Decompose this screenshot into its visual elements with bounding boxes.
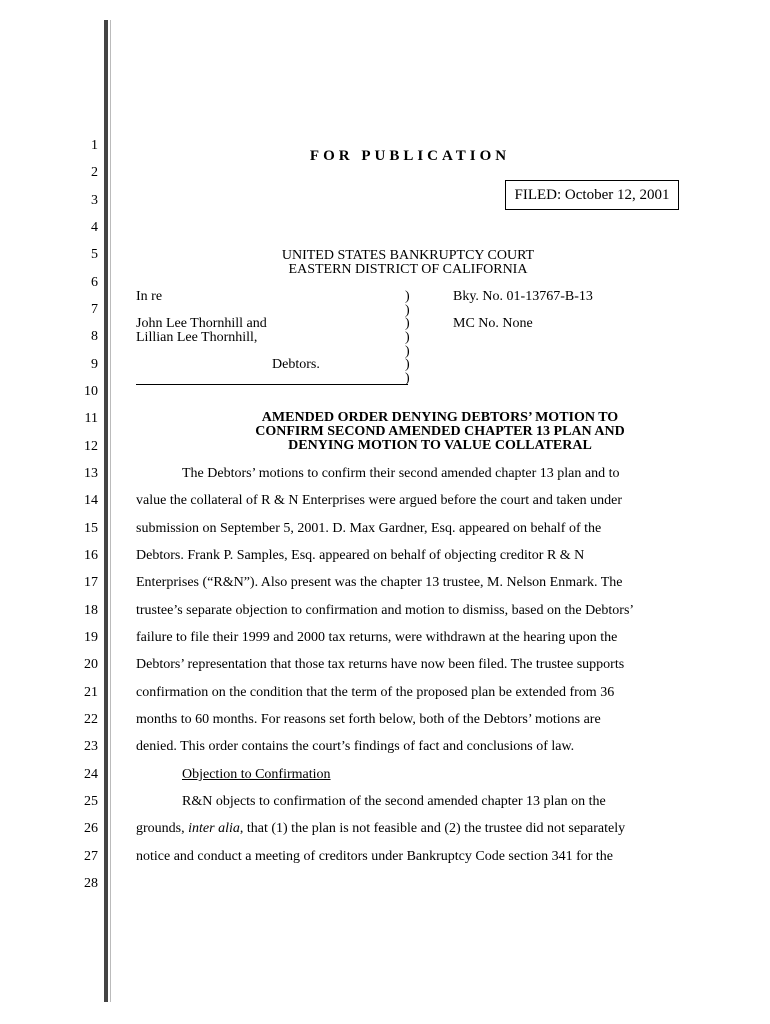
- italic-term: inter alia: [188, 821, 240, 836]
- line-number: 6: [91, 275, 98, 290]
- body-text: , that (1) the plan is not feasible and (2) the trustee did not separately: [239, 821, 626, 836]
- caption-paren: ): [405, 371, 410, 386]
- caption-paren: ): [405, 303, 410, 318]
- body-line: Debtors. Frank P. Samples, Esq. appeared on behalf of objecting creditor R & N: [136, 548, 585, 563]
- line-number: 5: [91, 247, 98, 262]
- line-number: 25: [84, 794, 98, 809]
- line-number: 3: [91, 193, 98, 208]
- line-number: 26: [84, 821, 98, 836]
- caption-paren: ): [405, 330, 410, 345]
- line-number: 7: [91, 302, 98, 317]
- line-number: 19: [84, 630, 98, 645]
- body-line: Enterprises (“R&N”). Also present was the chapter 13 trustee, M. Nelson Enmark. The: [136, 575, 623, 590]
- line-number: 24: [84, 767, 98, 782]
- line-number: 9: [91, 357, 98, 372]
- body-line: trustee’s separate objection to confirmation and motion to dismiss, based on the Debtors’: [136, 603, 635, 618]
- caption-in-re: In re: [136, 289, 163, 304]
- court-name: UNITED STATES BANKRUPTCY COURT: [281, 248, 535, 263]
- line-number: 28: [84, 876, 98, 891]
- body-line: The Debtors’ motions to confirm their second amended chapter 13 plan and to: [182, 466, 620, 481]
- caption-debtors-label: Debtors.: [272, 357, 320, 372]
- body-line: confirmation on the condition that the term of the proposed plan be extended from 36: [136, 685, 615, 700]
- caption-paren: ): [405, 357, 410, 372]
- bankruptcy-case-number: Bky. No. 01-13767-B-13: [453, 289, 593, 304]
- left-margin-rule: [104, 20, 108, 1002]
- filed-date-box: FILED: October 12, 2001: [505, 180, 679, 210]
- line-number: 13: [84, 466, 98, 481]
- caption-debtor-2: Lillian Lee Thornhill,: [136, 330, 258, 345]
- line-number: 1: [91, 138, 98, 153]
- line-number: 22: [84, 712, 98, 727]
- body-line: Debtors’ representation that those tax returns have now been filed. The trustee supports: [136, 657, 625, 672]
- line-number: 21: [84, 685, 98, 700]
- line-number: 11: [84, 411, 98, 426]
- line-number: 4: [91, 220, 98, 235]
- left-margin-rule-inner: [110, 20, 111, 1002]
- order-title-line-1: AMENDED ORDER DENYING DEBTORS’ MOTION TO: [261, 410, 619, 425]
- caption-underline: [136, 384, 408, 385]
- line-number: 2: [91, 165, 98, 180]
- body-line: denied. This order contains the court’s findings of fact and conclusions of law.: [136, 739, 575, 754]
- line-number: 12: [84, 439, 98, 454]
- line-number: 23: [84, 739, 98, 754]
- line-number: 20: [84, 657, 98, 672]
- body-line: submission on September 5, 2001. D. Max Gardner, Esq. appeared on behalf of the: [136, 521, 602, 536]
- line-number: 8: [91, 329, 98, 344]
- body-line: notice and conduct a meeting of creditors under Bankruptcy Code section 341 for the: [136, 849, 614, 864]
- caption-paren: ): [405, 316, 410, 331]
- line-number: 16: [84, 548, 98, 563]
- body-text: grounds,: [136, 821, 189, 836]
- line-number: 27: [84, 849, 98, 864]
- caption-paren: ): [405, 344, 410, 359]
- section-heading-objection: Objection to Confirmation: [182, 767, 331, 782]
- body-line: value the collateral of R & N Enterprises were argued before the court and taken under: [136, 493, 623, 508]
- body-line: R&N objects to confirmation of the second amended chapter 13 plan on the: [182, 794, 606, 809]
- order-title-line-3: DENYING MOTION TO VALUE COLLATERAL: [288, 438, 592, 453]
- body-line: months to 60 months. For reasons set forth below, both of the Debtors’ motions are: [136, 712, 601, 727]
- caption-paren: ): [405, 289, 410, 304]
- mc-number: MC No. None: [453, 316, 533, 331]
- for-publication-heading: FOR PUBLICATION: [309, 148, 511, 164]
- line-number: 10: [84, 384, 98, 399]
- line-number: 18: [84, 603, 98, 618]
- line-number: 14: [84, 493, 98, 508]
- body-line: failure to file their 1999 and 2000 tax returns, were withdrawn at the hearing upon the: [136, 630, 618, 645]
- court-district: EASTERN DISTRICT OF CALIFORNIA: [288, 262, 528, 277]
- line-number: 15: [84, 521, 98, 536]
- caption-debtor-1: John Lee Thornhill and: [136, 316, 267, 331]
- order-title-line-2: CONFIRM SECOND AMENDED CHAPTER 13 PLAN AND: [255, 424, 625, 439]
- line-number: 17: [84, 575, 98, 590]
- body-line: [136, 821, 625, 837]
